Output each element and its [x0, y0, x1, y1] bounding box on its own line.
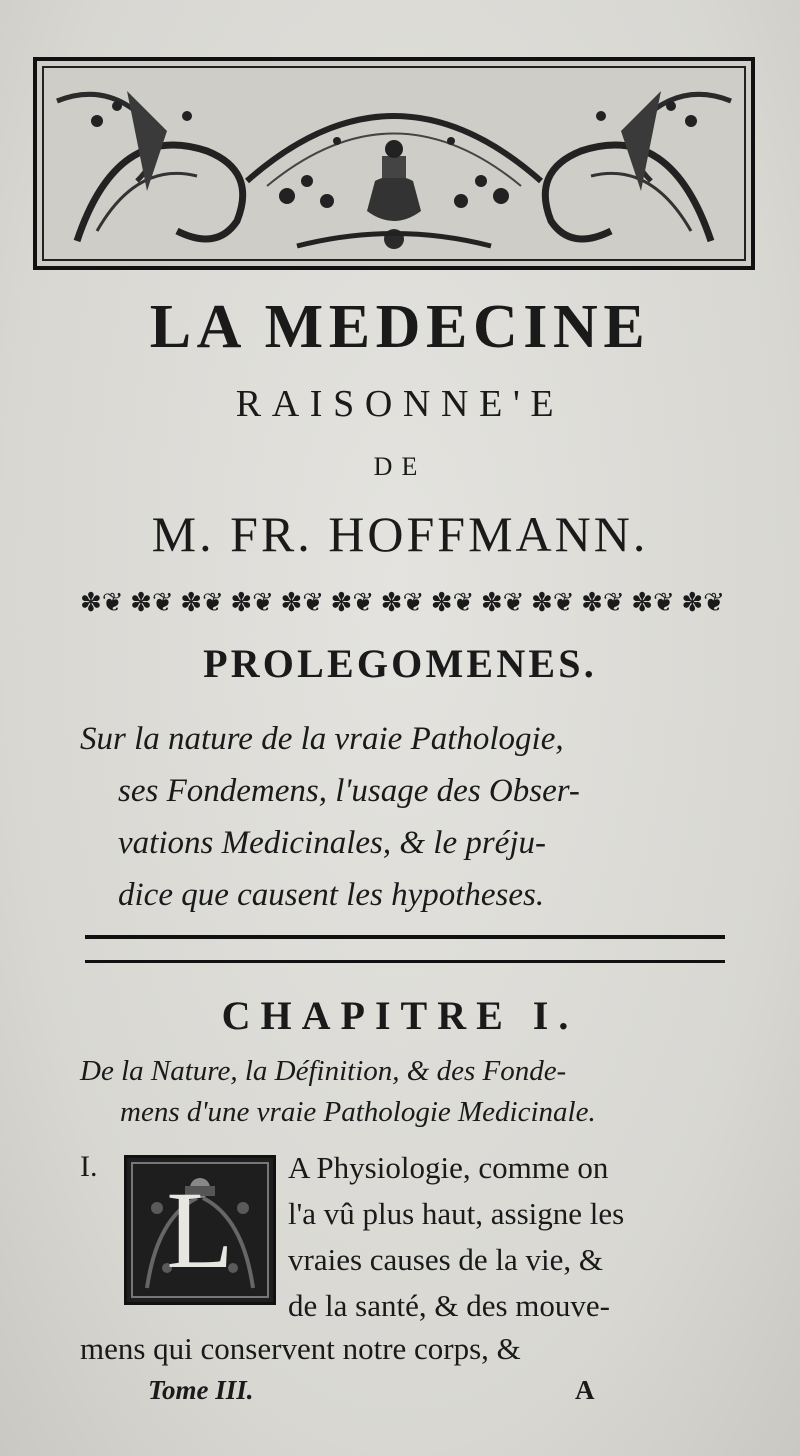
double-rule-bottom [85, 960, 725, 963]
body-text-line: l'a vû plus haut, assigne les [288, 1196, 625, 1231]
title-line-2: RAISONNE'E [235, 383, 565, 425]
chapter-subtitle-line: mens d'une vraie Pathologie Medicinale. [120, 1096, 596, 1128]
body-text-line: A Physiologie, comme on [288, 1150, 609, 1185]
section-text-line: ses Fondemens, l'usage des Obser- [118, 773, 580, 809]
fleuron-icon: ✽❦ [530, 588, 575, 617]
fleuron-icon: ✽❦ [681, 588, 725, 617]
paragraph-number: I. [80, 1150, 98, 1183]
section-text-line: dice que causent les hypotheses. [118, 877, 545, 913]
section-heading: PROLEGOMENES. [203, 641, 597, 686]
double-rule-top [85, 935, 725, 939]
fleuron-icon: ✽❦ [480, 588, 525, 617]
fleuron-icon: ✽❦ [430, 588, 475, 617]
fleuron-icon: ✽❦ [330, 588, 375, 617]
title-line-1: LA MEDECINE [149, 293, 651, 361]
headpiece-ornament [33, 57, 755, 270]
volume-signature: Tome III. [148, 1375, 254, 1405]
chapter-heading: CHAPITRE I. [221, 993, 579, 1038]
section-text-line: Sur la nature de la vraie Pathologie, [80, 721, 564, 757]
fleuron-divider [80, 588, 725, 618]
signature-mark: A [575, 1375, 595, 1405]
body-text-line: mens qui conservent notre corps, & [80, 1331, 521, 1366]
title-line-3: DE [373, 452, 427, 481]
body-text-line: vraies causes de la vie, & [288, 1242, 604, 1277]
fleuron-icon: ✽❦ [581, 588, 625, 617]
chapter-subtitle-line: De la Nature, la Définition, & des Fonde- [80, 1055, 567, 1087]
author-line: M. FR. HOFFMANN. [151, 506, 649, 562]
drop-cap-initial [124, 1155, 276, 1305]
fleuron-icon: ✽❦ [230, 588, 274, 617]
fleuron-icon: ✽❦ [80, 588, 124, 617]
body-text-line: de la santé, & des mouve- [288, 1288, 610, 1323]
drop-cap-letter: L [166, 1169, 234, 1291]
fleuron-icon: ✽❦ [280, 588, 325, 617]
section-text-line: vations Medicinales, & le préju- [118, 825, 546, 861]
fleuron-icon: ✽❦ [631, 588, 675, 617]
fleuron-icon: ✽❦ [380, 588, 425, 617]
fleuron-icon: ✽❦ [180, 588, 224, 617]
fleuron-icon: ✽❦ [130, 588, 174, 617]
